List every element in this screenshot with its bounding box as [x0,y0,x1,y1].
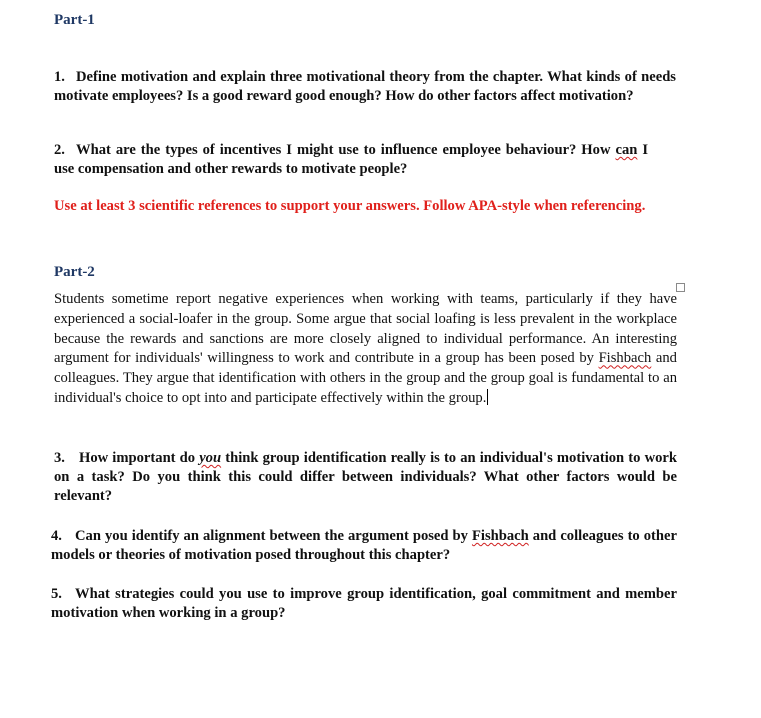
part1-heading: Part-1 [54,12,95,28]
question-5-number: 5. [51,586,62,602]
question-1 [54,68,676,106]
references-requirement: Use at least 3 scientific references to support your answers. Follow APA-style when referencing. [54,198,646,214]
question-4-text-after: and colleagues to other models or theories of motivation posed throughout this chapter? [51,528,677,563]
question-4-number: 4. [51,528,62,544]
question-1-text: Define motivation and explain three motivational theory from the chapter. What kinds of needs motivate employees? Is a good reward good enough? How do other factors affect motivation? [54,69,676,104]
question-2-text-after: I use compensation and other rewards to motivate people? [54,142,649,177]
paragraph-text-after: and colleagues. They argue that identification with others in the group and the group goal is fundamental to an individual's choice to opt into and participate effectively within the group. [54,350,677,406]
spelling-flag-you[interactable]: you [199,450,222,466]
question-5-text: What strategies could you use to improve group identification, goal commitment and member motivation when working in a group? [51,586,677,621]
spelling-flag-can[interactable]: can [615,142,638,158]
question-4 [51,527,677,565]
question-5 [51,585,677,623]
part2-paragraph[interactable] [54,290,677,409]
question-3-text-before: How important do [79,450,200,466]
spelling-flag-fishbach-2[interactable]: Fishbach [471,528,529,544]
question-2-number: 2. [54,142,65,158]
question-2-text-before: What are the types of incentives I might use to influence employee behaviour? How [76,142,616,158]
object-anchor-handle[interactable] [676,283,685,292]
question-3-number: 3. [54,450,65,466]
question-1-number: 1. [54,69,65,85]
text-cursor [487,389,488,405]
question-3-text-after: think group identification really is to an individual's motivation to work on a task? Do you think this could differ between individuals? What other factors would be relevant? [54,450,678,504]
question-4-text-before: Can you identify an alignment between the argument posed by [75,528,472,544]
paragraph-text-before: Students sometime report negative experiences when working with teams, particularly if they have experienced a social-loafer in the group. Some argue that social loafing is less prevalent in the workplace because the rewards and sanctions are more closely aligned to individual performance. An interesting argument for individuals' willingness to work and contribute in a group has been posed by [54,291,677,367]
spelling-flag-fishbach[interactable]: Fishbach [598,350,652,367]
question-2 [54,141,648,179]
part2-heading: Part-2 [54,264,95,280]
question-3 [54,449,677,506]
